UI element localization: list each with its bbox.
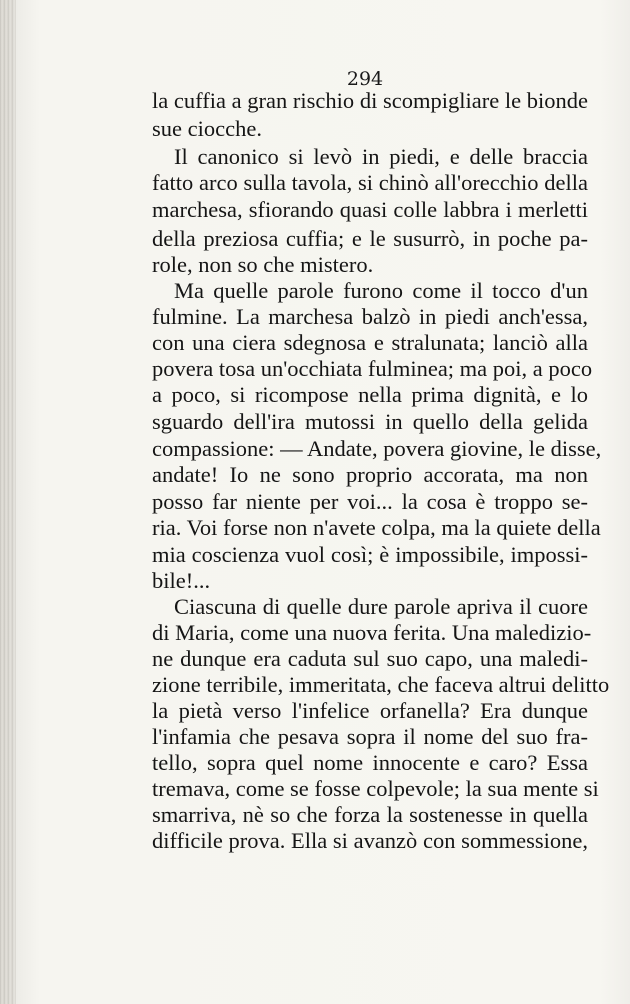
text-line: compassione: — Andate, povera giovine, le disse, [152,436,602,461]
text-line: Il canonico si levò in piedi, e delle braccia [174,144,588,169]
text-line: fatto arco sulla tavola, si chinò all'orecchio della [152,170,588,195]
text-line: ne dunque era caduta sul suo capo, una maledi- [152,646,588,671]
text-line: tello, sopra quel nome innocente e caro? Essa [152,750,588,775]
text-line: zione terribile, immeritata, che faceva altrui delitto [152,672,610,697]
text-line: smarriva, nè so che forza la sostenesse in quella [152,802,588,827]
text-line: mia coscienza vuol così; è impossibile, impossi- [152,542,588,567]
text-line: bile!... [152,568,211,593]
page-number: 294 [346,68,384,90]
page-edge-decoration [0,0,16,1004]
text-line: a poco, si ricompose nella prima dignità, e lo [152,382,588,407]
text-line: posso far niente per voi... la cosa è troppo se- [152,489,588,514]
text-line: Ciascuna di quelle dure parole apriva il cuore [174,594,588,619]
text-line: della preziosa cuffia; e le susurrò, in poche pa- [152,226,588,251]
text-line: marchesa, sfiorando quasi colle labbra i merletti [152,197,588,222]
text-line: difficile prova. Ella si avanzò con sommessione, [152,828,588,853]
text-line: l'infamia che pesava sopra il nome del suo fra- [152,724,588,749]
text-line: fulmine. La marchesa balzò in piedi anch'essa, [152,304,588,329]
text-line: la cuffia a gran rischio di scompigliare le bionde [152,88,588,113]
text-line: la pietà verso l'infelice orfanella? Era dunque [152,698,588,723]
text-line: tremava, come se fosse colpevole; la sua mente si [152,776,599,801]
text-line: sguardo dell'ira mutossi in quello della gelida [152,409,588,434]
text-line: ria. Voi forse non n'avete colpa, ma la quiete della [152,515,601,540]
text-line: andate! Io ne sono proprio accorata, ma non [152,462,588,487]
text-line: di Maria, come una nuova ferita. Una maledizio- [152,620,592,645]
text-line: Ma quelle parole furono come il tocco d'un [174,278,588,303]
text-line: con una ciera sdegnosa e stralunata; lanciò alla [152,330,588,355]
text-line: povera tosa un'occhiata fulminea; ma poi, a poco [152,356,593,381]
text-line: role, non so che mistero. [152,252,374,277]
text-line: sue ciocche. [152,116,262,141]
